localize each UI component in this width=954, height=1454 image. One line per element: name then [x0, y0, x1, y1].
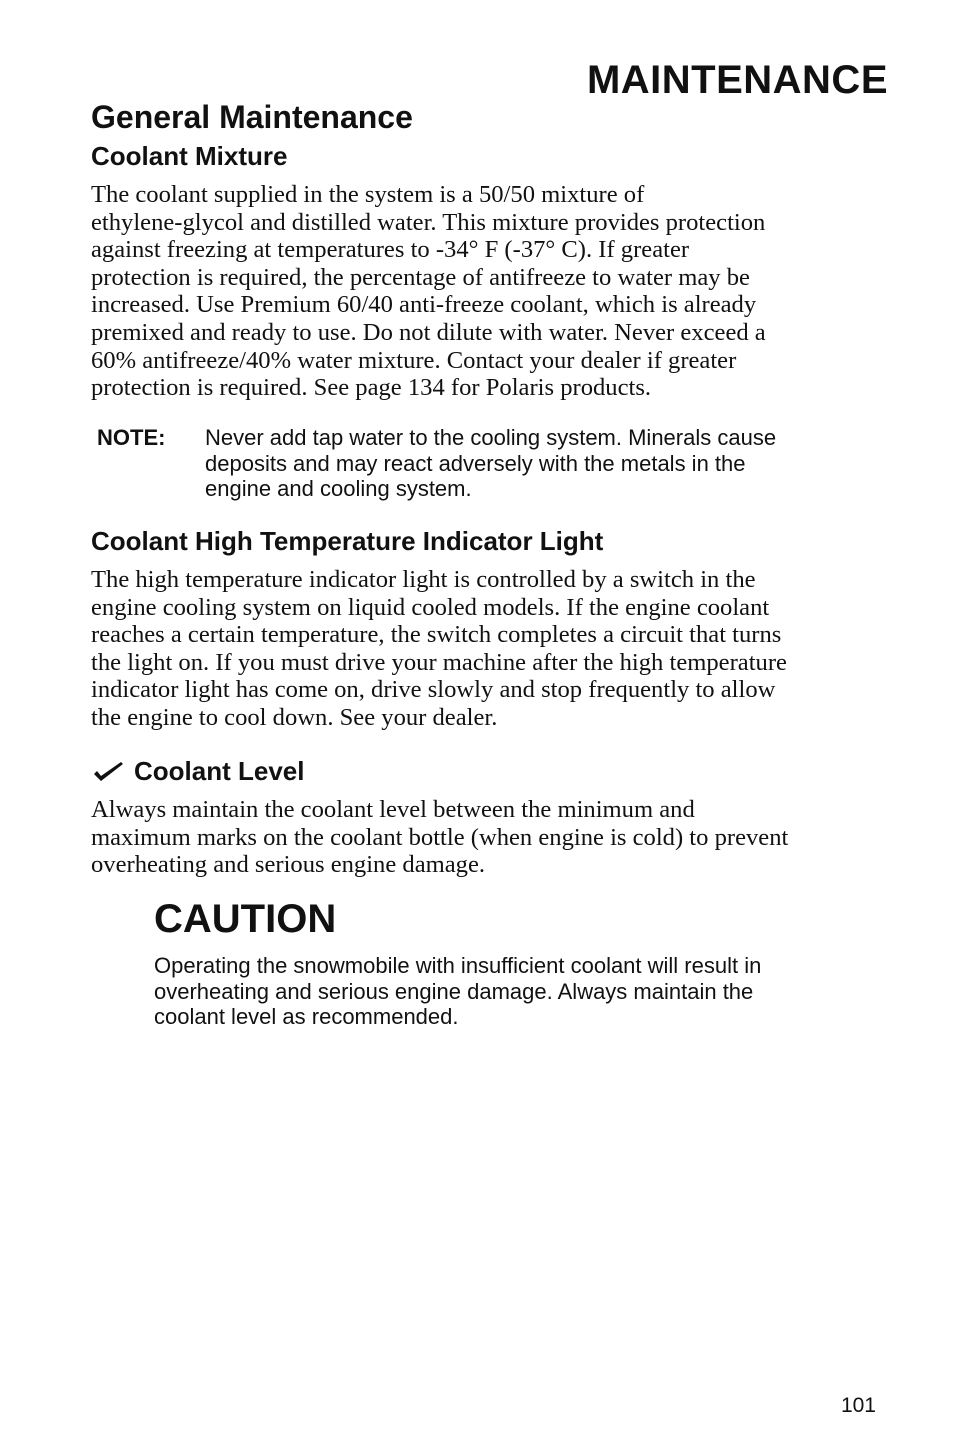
- caution-line: overheating and serious engine damage. Always maintain the: [154, 978, 754, 1004]
- paragraph-line: maximum marks on the coolant bottle (when engine is cold) to prevent: [91, 823, 789, 851]
- indicator-light-paragraph: [91, 566, 901, 732]
- coolant-level-heading: Coolant Level: [134, 756, 305, 786]
- paragraph-line: reaches a certain temperature, the switch completes a circuit that turns: [91, 621, 782, 649]
- note-label: NOTE:: [97, 425, 166, 450]
- note-line: Never add tap water to the cooling system. Minerals cause: [205, 425, 777, 450]
- paragraph-line: engine cooling system on liquid cooled models. If the engine coolant: [91, 593, 770, 621]
- paragraph-line: The high temperature indicator light is controlled by a switch in the: [91, 566, 756, 593]
- caution-line: Operating the snowmobile with insufficient coolant will result in: [154, 953, 762, 978]
- chapter-title: MAINTENANCE: [586, 58, 888, 102]
- paragraph-line: indicator light has come on, drive slowly and stop frequently to allow: [91, 676, 776, 704]
- note-line: engine and cooling system.: [205, 476, 472, 501]
- section-title: General Maintenance: [91, 99, 413, 135]
- paragraph-line: increased. Use Premium 60/40 anti-freeze coolant, which is already: [91, 291, 757, 319]
- paragraph-line: premixed and ready to use. Do not dilute with water. Never exceed a: [91, 318, 766, 346]
- paragraph-line: protection is required. See page 134 for Polaris products.: [91, 374, 652, 402]
- caution-text: [154, 953, 894, 1030]
- coolant-mixture-heading: Coolant Mixture: [91, 141, 288, 171]
- paragraph-line: The coolant supplied in the system is a 50/50 mixture of: [91, 181, 645, 208]
- page-number: 101: [840, 1394, 876, 1417]
- paragraph-line: the engine to cool down. See your dealer.: [91, 703, 498, 731]
- paragraph-line: against freezing at temperatures to -34° F (-37° C). If greater: [91, 236, 690, 264]
- paragraph-line: ethylene-glycol and distilled water. This mixture provides protection: [91, 208, 766, 236]
- paragraph-line: overheating and serious engine damage.: [91, 851, 486, 879]
- note-line: deposits and may react adversely with the metals in the: [205, 450, 746, 476]
- coolant-level-paragraph: [91, 796, 901, 879]
- paragraph-line: protection is required, the percentage of antifreeze to water may be: [91, 263, 750, 291]
- paragraph-line: 60% antifreeze/40% water mixture. Contact your dealer if greater: [91, 346, 737, 374]
- paragraph-line: Always maintain the coolant level between the minimum and: [91, 796, 695, 823]
- paragraph-line: the light on. If you must drive your machine after the high temperature: [91, 648, 787, 676]
- caution-title: CAUTION: [154, 897, 337, 941]
- caution-line: coolant level as recommended.: [154, 1004, 459, 1029]
- note-text: [205, 425, 895, 502]
- coolant-mixture-paragraph: [91, 181, 901, 402]
- indicator-light-heading: Coolant High Temperature Indicator Light: [91, 526, 604, 556]
- checkmark-icon: [92, 760, 124, 782]
